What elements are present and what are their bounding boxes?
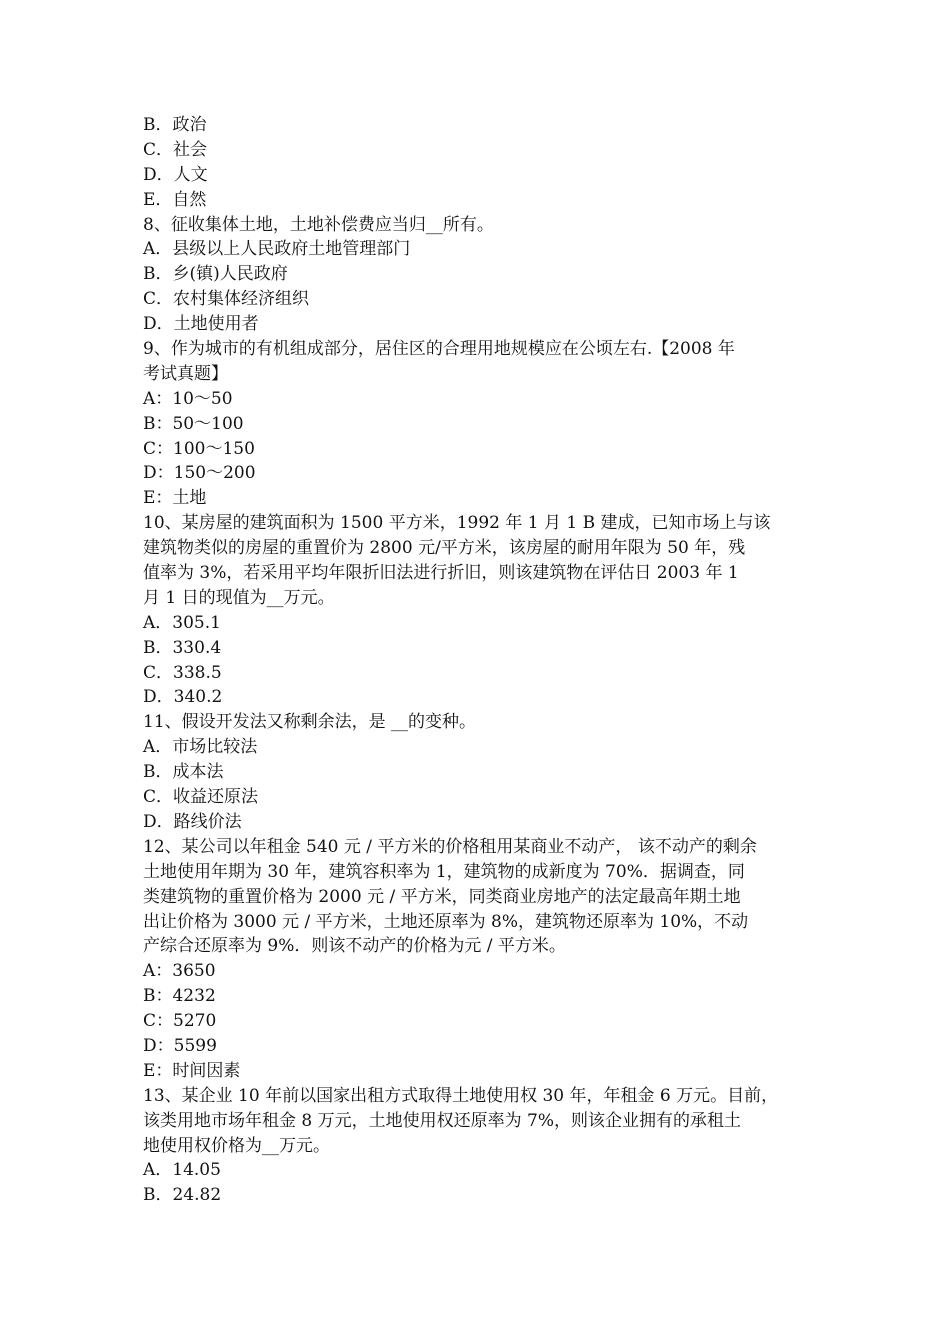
option-d: D：5599 bbox=[143, 1035, 217, 1056]
question-13 bbox=[143, 1084, 808, 1208]
question-11 bbox=[143, 710, 808, 834]
option-a: A．市场比较法 bbox=[143, 737, 258, 758]
question-stem-line-5: 产综合还原率为 9%．则该不动产的价格为元 / 平方米。 bbox=[143, 936, 566, 957]
option-a: A：3650 bbox=[143, 961, 216, 982]
option-b: B．成本法 bbox=[143, 762, 224, 783]
question-stem-line-4: 出让价格为 3000 元 / 平方米，土地还原率为 8%，建筑物还原率为 10%，不动 bbox=[143, 911, 749, 932]
option-c: C：5270 bbox=[143, 1011, 217, 1032]
option-c: C．338.5 bbox=[143, 662, 222, 683]
option-b: B．政治 bbox=[143, 115, 207, 135]
question-stem-line-2: 土地使用年期为 30 年，建筑容积率为 1，建筑物的成新度为 70%．据调查，同 bbox=[143, 861, 745, 882]
question-stem-line-3: 地使用权价格为__万元。 bbox=[143, 1135, 330, 1156]
question-10 bbox=[143, 511, 808, 710]
option-c: C．农村集体经济组织 bbox=[143, 289, 310, 310]
question-12 bbox=[143, 835, 808, 1084]
question-stem-line-1: 12、某公司以年租金 540 元 / 平方米的价格租用某商业不动产， 该不动产的剩余 bbox=[143, 836, 757, 857]
question-stem-line-2: 考试真题】 bbox=[143, 363, 228, 384]
question-stem: 8、征收集体土地，土地补偿费应当归__所有。 bbox=[143, 214, 494, 235]
question-stem-line-2: 建筑物类似的房屋的重置价为 2800 元/平方米，该房屋的耐用年限为 50 年，残 bbox=[143, 538, 746, 559]
option-d: D．340.2 bbox=[143, 687, 223, 708]
option-e: E：土地 bbox=[143, 488, 207, 509]
option-e: E：时间因素 bbox=[143, 1060, 241, 1081]
question-stem-line-3: 类建筑物的重置价格为 2000 元 / 平方米，同类商业房地产的法定最高年期土地 bbox=[143, 886, 741, 907]
option-b: B．330.4 bbox=[143, 637, 222, 658]
question-9 bbox=[143, 337, 808, 511]
document-page bbox=[143, 113, 808, 1208]
question-stem-line-1: 13、某企业 10 年前以国家出租方式取得土地使用权 30 年，年租金 6 万元。目前， bbox=[143, 1085, 779, 1106]
question-stem-line-1: 9、作为城市的有机组成部分，居住区的合理用地规模应在公顷左右.【2008 年 bbox=[143, 339, 735, 360]
option-c: C．社会 bbox=[143, 139, 208, 160]
option-c: C：100～150 bbox=[143, 438, 255, 459]
option-d: D．土地使用者 bbox=[143, 314, 259, 335]
option-c: C．收益还原法 bbox=[143, 787, 259, 808]
option-d: D：150～200 bbox=[143, 463, 256, 484]
option-a: A：10～50 bbox=[143, 388, 233, 409]
option-d: D．人文 bbox=[143, 164, 208, 185]
option-a: A．305.1 bbox=[143, 612, 221, 633]
question-stem-line-4: 月 1 日的现值为__万元。 bbox=[143, 587, 335, 608]
question-8 bbox=[143, 213, 808, 337]
option-a: A．县级以上人民政府土地管理部门 bbox=[143, 239, 411, 260]
option-e: E．自然 bbox=[143, 189, 207, 210]
option-a: A．14.05 bbox=[143, 1160, 221, 1181]
option-b: B．乡(镇)人民政府 bbox=[143, 264, 288, 285]
question-stem: 11、假设开发法又称剩余法，是 __的变种。 bbox=[143, 712, 477, 733]
question-7-remaining-options bbox=[143, 113, 808, 213]
option-d: D．路线价法 bbox=[143, 811, 242, 832]
question-stem-line-1: 10、某房屋的建筑面积为 1500 平方米，1992 年 1 月 1 B 建成，已知市场上与该 bbox=[143, 513, 771, 534]
question-stem-line-2: 该类用地市场年租金 8 万元，土地使用权还原率为 7%，则该企业拥有的承租土 bbox=[143, 1110, 741, 1131]
option-b: B．24.82 bbox=[143, 1185, 222, 1206]
option-b: B：4232 bbox=[143, 986, 216, 1007]
option-b: B：50～100 bbox=[143, 413, 244, 434]
question-stem-line-3: 值率为 3%，若采用平均年限折旧法进行折旧，则该建筑物在评估日 2003 年 1 bbox=[143, 563, 739, 584]
